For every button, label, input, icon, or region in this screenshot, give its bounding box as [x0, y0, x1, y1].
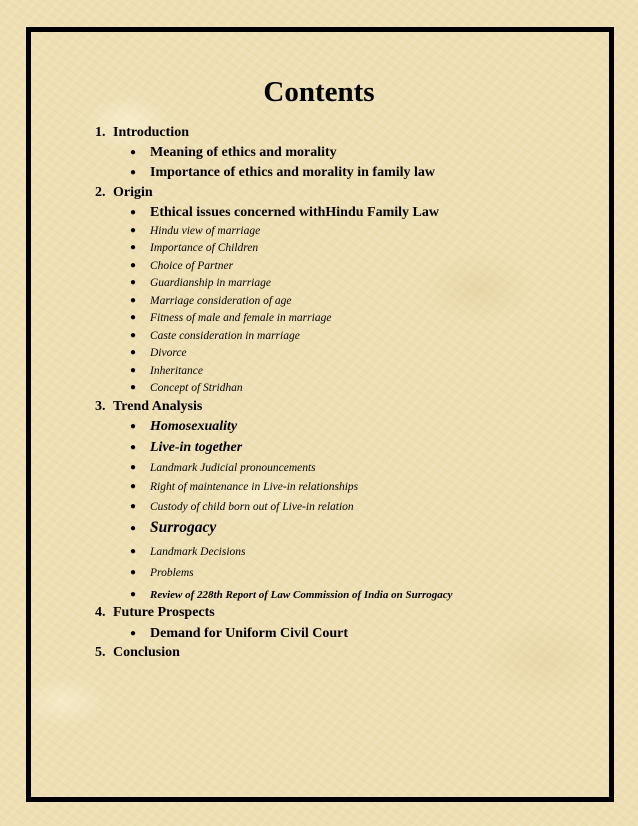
- toc-item: ● Concept of Stridhan: [130, 382, 243, 394]
- bullet-icon: ●: [130, 546, 137, 557]
- bullet-icon: ●: [130, 421, 137, 432]
- bullet-icon: ●: [130, 330, 137, 341]
- toc-item: ● Inheritance: [130, 365, 204, 377]
- toc-item: ● Custody of child born out of Live-in relation: [130, 501, 354, 513]
- bullet-icon: ●: [130, 167, 137, 178]
- section-label: Conclusion: [113, 645, 180, 660]
- bullet-icon: ●: [130, 365, 137, 376]
- section-label: Future Prospects: [113, 605, 215, 620]
- section-label: Origin: [113, 185, 153, 200]
- toc-item: ● Caste consideration in marriage: [130, 330, 300, 342]
- toc-item: ● Problems: [130, 567, 194, 579]
- bullet-icon: ●: [130, 628, 137, 639]
- section-number: 5.: [95, 645, 106, 660]
- toc-section-future-prospects: [95, 605, 215, 621]
- toc-item: ● Importance of Children: [130, 242, 259, 254]
- bullet-icon: ●: [130, 260, 137, 271]
- toc-item: ● Live-in together: [130, 440, 243, 455]
- section-number: 2.: [95, 185, 106, 200]
- toc-item: ● Hindu view of marriage: [130, 225, 261, 237]
- section-number: 4.: [95, 605, 106, 620]
- toc-section-conclusion: [95, 645, 180, 661]
- toc-item: ● Demand for Uniform Civil Court: [130, 626, 349, 641]
- toc-section-trend-analysis: [95, 399, 202, 415]
- toc-item: ● Guardianship in marriage: [130, 277, 271, 289]
- toc-item: ● Review of 228th Report of Law Commission of India on Surrogacy: [130, 589, 453, 601]
- page-title: Contents: [263, 76, 375, 108]
- bullet-icon: ●: [130, 382, 137, 393]
- bullet-icon: ●: [130, 567, 137, 578]
- bullet-icon: ●: [130, 207, 137, 218]
- toc-item: ● Landmark Judicial pronouncements: [130, 462, 316, 474]
- toc-item: ● Importance of ethics and morality in family law: [130, 165, 436, 180]
- toc-item: ● Ethical issues concerned withHindu Family Law: [130, 205, 439, 220]
- bullet-icon: ●: [130, 462, 137, 473]
- toc-item: ● Marriage consideration of age: [130, 295, 292, 307]
- bullet-icon: ●: [130, 589, 137, 600]
- bullet-icon: ●: [130, 347, 137, 358]
- section-number: 3.: [95, 399, 106, 414]
- bullet-icon: ●: [130, 312, 137, 323]
- section-label: Introduction: [113, 125, 189, 140]
- bullet-icon: ●: [130, 295, 137, 306]
- bullet-icon: ●: [130, 225, 137, 236]
- toc-item: ● Right of maintenance in Live-in relationships: [130, 481, 359, 493]
- toc-item: ● Landmark Decisions: [130, 546, 246, 558]
- toc-section-origin: [95, 185, 153, 201]
- bullet-icon: ●: [130, 277, 137, 288]
- bullet-icon: ●: [130, 147, 137, 158]
- bullet-icon: ●: [130, 242, 137, 253]
- toc-item: ● Meaning of ethics and morality: [130, 145, 337, 160]
- toc-section-introduction: [95, 125, 189, 141]
- toc-item: ● Divorce: [130, 347, 187, 359]
- section-number: 1.: [95, 125, 106, 140]
- toc-item: ● Surrogacy: [130, 519, 217, 536]
- toc-item: ● Choice of Partner: [130, 260, 234, 272]
- section-label: Trend Analysis: [113, 399, 203, 414]
- toc-item: ● Homosexuality: [130, 419, 238, 434]
- bullet-icon: ●: [130, 501, 137, 512]
- bullet-icon: ●: [130, 442, 137, 453]
- bullet-icon: ●: [130, 481, 137, 492]
- toc-item: ● Fitness of male and female in marriage: [130, 312, 332, 324]
- bullet-icon: ●: [130, 523, 137, 534]
